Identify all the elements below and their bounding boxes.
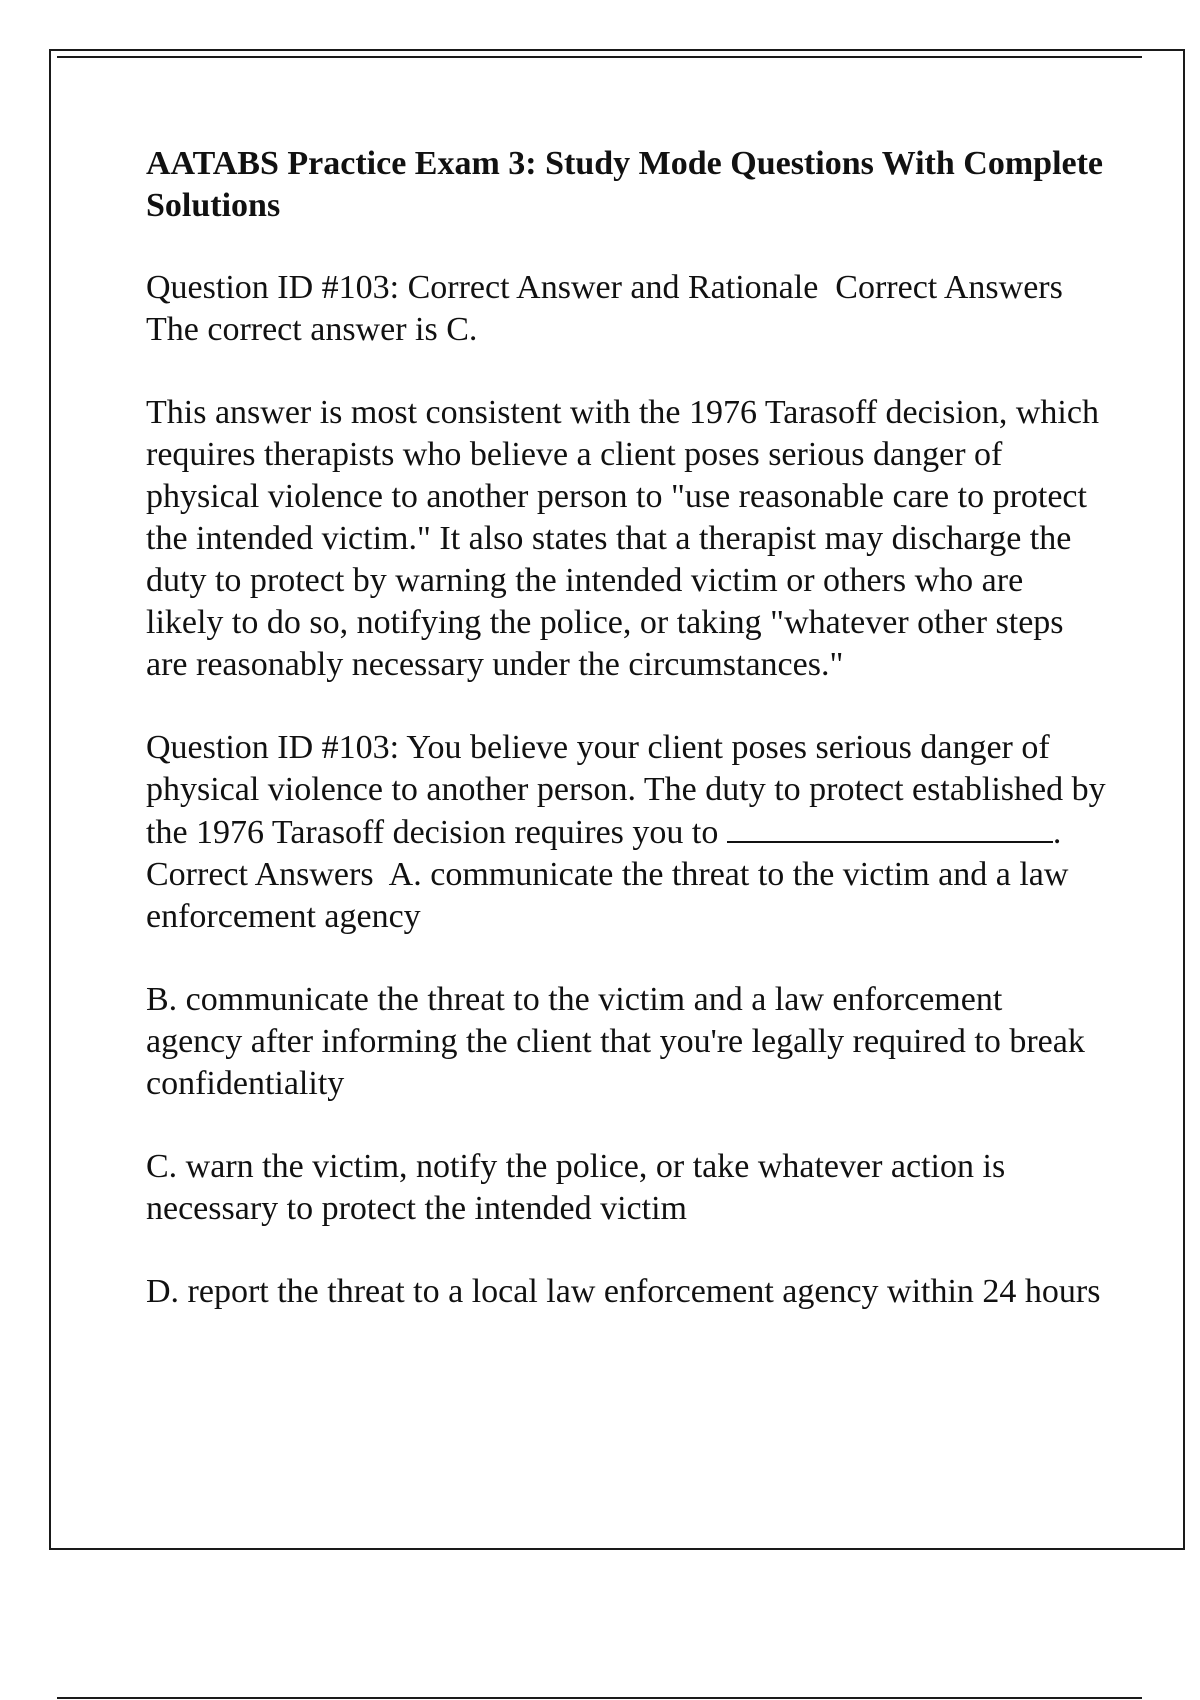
question-block — [146, 727, 1115, 938]
question-option-b: B. communicate the threat to the victim and a law enforcement agency after informing the client that you're legally required to break confidentiality — [146, 981, 1094, 1102]
top-rule-divider — [57, 56, 1142, 58]
bottom-rule-divider — [57, 1697, 1142, 1699]
question-option-d: D. report the threat to a local law enforcement agency within 24 hours — [146, 1273, 1101, 1310]
document-title: AATABS Practice Exam 3: Study Mode Questions With Complete Solutions — [146, 145, 1104, 224]
question-stem: Question ID #103: You believe your client poses serious danger of physical violence to another person. The duty to protect established by the 1976 Tarasoff decision requires you to — [146, 729, 1115, 851]
question-option-a: . Correct Answers A. communicate the threat to the victim and a law enforcement agency — [146, 814, 1079, 935]
answer-heading: Question ID #103: Correct Answer and Rationale Correct Answers The correct answer is C. — [146, 269, 1080, 348]
document-body — [146, 143, 1115, 1354]
fill-in-blank — [727, 811, 1053, 843]
answer-rationale: This answer is most consistent with the 1976 Tarasoff decision, which requires therapists who believe a client poses serious danger of physical violence to another person to "use reasonable care to protect the intended victim." It also states that a therapist may discharge the duty to protect by warning the intended victim or others who are likely to do so, notifying the police, or taking "whatever other steps are reasonably necessary under the circumstances." — [146, 394, 1108, 683]
question-option-c: C. warn the victim, notify the police, or take whatever action is necessary to protect the intended victim — [146, 1148, 1014, 1227]
